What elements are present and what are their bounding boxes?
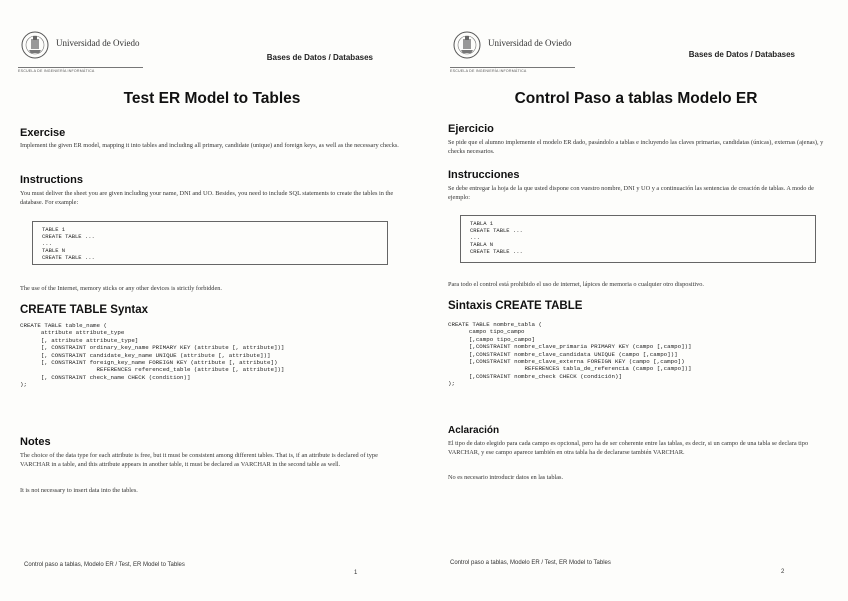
syntax-line: CREATE TABLE nombre_tabla (: [448, 321, 542, 328]
aclaracion-text: El tipo de dato elegido para cada campo es opcional, pero ha de ser coherente entre las tablas, es decir, si un campo de una tabla se declara tipo VARCHAR, y ese campo aparece también en otra tabla ha de declararse también VARCHAR.: [448, 440, 809, 456]
syntax-code: [20, 322, 284, 389]
page-number: 1: [354, 570, 358, 576]
page-header: [18, 30, 408, 80]
syntax-line: [,campo tipo_campo]: [448, 335, 535, 343]
syntax-line: [, attribute attribute_type]: [20, 336, 139, 344]
department-name: ESCUELA DE INGENIERÍA INFORMÁTICA: [18, 69, 95, 73]
page-title: Control Paso a tablas Modelo ER: [514, 90, 758, 107]
syntax-line: REFERENCES tabla_de_referencia (campo [,campo])]: [448, 365, 692, 373]
syntax-line: REFERENCES referenced_table (attribute [, attribute])]: [20, 366, 285, 374]
notes-text-2: It is not necessary to insert data into the tables.: [20, 487, 138, 494]
aclaracion-heading: Aclaración: [448, 425, 500, 436]
example-line: TABLA 1: [470, 220, 494, 227]
instructions-text: You must deliver the sheet you are given including your name, DNI and UO. Besides, you need to include SQL statements to create the tables in the database. For example:: [20, 190, 394, 206]
syntax-line: [,CONSTRAINT nombre_clave_primaria PRIMARY KEY (campo [,campo])]: [448, 343, 692, 351]
course-name: Bases de Datos / Databases: [266, 53, 373, 62]
right-page: [424, 0, 848, 601]
example-line: CREATE TABLE ...: [42, 254, 95, 261]
department-name: ESCUELA DE INGENIERÍA INFORMÁTICA: [450, 69, 527, 73]
syntax-line: campo tipo_campo: [448, 328, 525, 336]
exercise-heading: Exercise: [20, 127, 66, 139]
example-box: [32, 221, 388, 265]
page-number: 2: [781, 569, 785, 575]
page-footer: Control paso a tablas, Modelo ER / Test, ER Model to Tables: [24, 562, 185, 568]
syntax-line: [, CONSTRAINT candidate_key_name UNIQUE (attribute [, attribute])]: [20, 351, 271, 359]
aclaracion-text-2: No es necesario introducir datos en las tablas.: [448, 474, 564, 481]
instrucciones-heading: Instrucciones: [448, 169, 520, 181]
example-line: ...: [470, 234, 480, 241]
syntax-heading: Sintaxis CREATE TABLE: [448, 300, 583, 312]
forbidden-text: The use of the Internet, memory sticks or any other devices is strictly forbidden.: [20, 285, 222, 292]
instrucciones-text: Se debe entregar la hoja de la que usted dispone con vuestro nombre, DNI y UO y a continuación las sentencias de creación de tablas. A modo de ejemplo:: [448, 185, 814, 201]
page-footer: Control paso a tablas, Modelo ER / Test, ER Model to Tables: [450, 560, 611, 566]
course-name: Bases de Datos / Databases: [688, 50, 795, 59]
exercise-text: Implement the given ER model, mapping it into tables and including all primary, candidate (unique) and foreign keys, as well as the necessary checks.: [20, 142, 399, 149]
syntax-code: [448, 321, 692, 388]
syntax-line: attribute attribute_type: [20, 329, 125, 337]
example-line: ...: [42, 240, 52, 247]
header-rule: [18, 67, 143, 68]
university-seal-icon: [452, 30, 482, 60]
example-box: [460, 215, 816, 263]
syntax-line: );: [20, 381, 27, 389]
example-line: CREATE TABLE ...: [470, 227, 523, 234]
syntax-line: CREATE TABLE table_name (: [20, 322, 107, 329]
syntax-line: [,CONSTRAINT nombre_clave_externa FOREIGN KEY (campo [,campo]): [448, 358, 685, 366]
example-line: TABLA N: [470, 241, 494, 248]
syntax-line: [,CONSTRAINT nombre_clave_candidata UNIQUE (campo [,campo])]: [448, 350, 678, 358]
instructions-heading: Instructions: [20, 174, 83, 186]
university-seal-icon: [20, 30, 50, 60]
notes-heading: Notes: [20, 436, 51, 448]
header-rule: [450, 67, 575, 68]
notes-text: The choice of the data type for each attribute is free, but it must be consistent among different tables. That is, if an attribute is declared of type VARCHAR in a table, and this attribute appears in another table, it must be declared as VARCHAR in the second table as well.: [20, 452, 378, 468]
example-line: CREATE TABLE ...: [42, 233, 95, 240]
ejercicio-text: Se pide que el alumno implemente el modelo ER dado, pasándolo a tablas e incluyendo las claves primarias, candidatas (únicas), externas (ajenas), y checks necesarios.: [448, 139, 824, 155]
ejercicio-heading: Ejercicio: [448, 123, 494, 135]
example-line: CREATE TABLE ...: [470, 248, 523, 255]
page-title: Test ER Model to Tables: [123, 90, 301, 107]
university-name: Universidad de Oviedo: [56, 38, 140, 48]
example-line: TABLE 1: [42, 226, 66, 233]
syntax-line: [,CONSTRAINT nombre_check CHECK (condición)]: [448, 372, 622, 380]
page-header: [450, 30, 840, 80]
syntax-line: [, CONSTRAINT check_name CHECK (condition)]: [20, 373, 191, 381]
syntax-line: [, CONSTRAINT foreign_key_name FOREIGN KEY (attribute [, attribute]): [20, 359, 278, 367]
forbidden-text: Para todo el control está prohibido el uso de internet, lápices de memoria o cualquier otro dispositivo.: [448, 281, 705, 288]
syntax-heading: CREATE TABLE Syntax: [20, 304, 149, 316]
example-line: TABLE N: [42, 247, 66, 254]
syntax-line: [, CONSTRAINT ordinary_key_name PRIMARY KEY (attribute [, attribute])]: [20, 344, 285, 352]
syntax-line: );: [448, 380, 455, 388]
university-name: Universidad de Oviedo: [488, 38, 572, 48]
